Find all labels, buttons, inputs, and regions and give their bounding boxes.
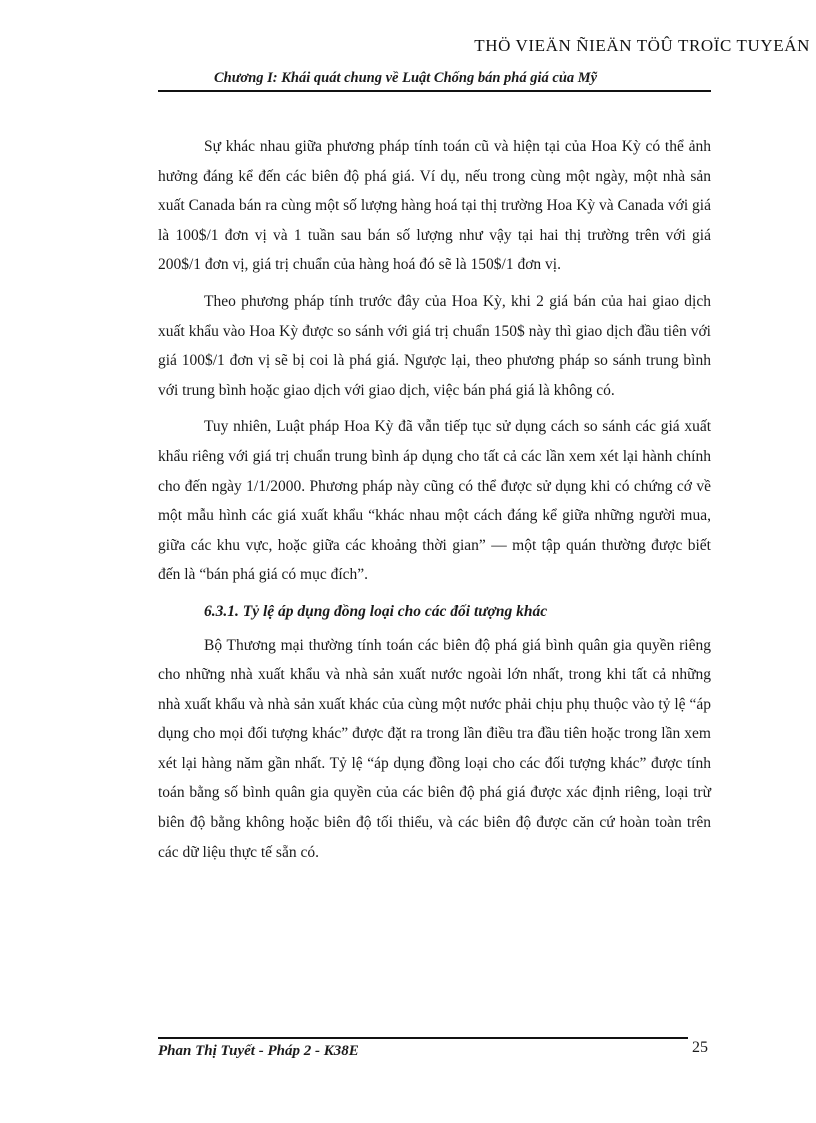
paragraph: Sự khác nhau giữa phương pháp tính toán cũ và hiện tại của Hoa Kỳ có thể ảnh hưởng đáng kể đến các biên độ phá giá. Ví dụ, nếu trong cùng một ngày, một nhà sản xuất Canada bán ra cùng một số lượng hàng hoá tại thị trường Hoa Kỳ và Canada với giá là 100$/1 đơn vị và 1 tuần sau bán số lượng như vậy tại hai thị trường trên với giá 200$/1 đơn vị, giá trị chuẩn của hàng hoá đó sẽ là 150$/1 đơn vị. <box>158 138 711 274</box>
page-number: 25 <box>692 1039 708 1056</box>
section-heading: 6.3.1. Tỷ lệ áp dụng đồng loại cho các đối tượng khác <box>204 602 548 620</box>
paragraph: Tuy nhiên, Luật pháp Hoa Kỳ đã vẫn tiếp tục sử dụng cách so sánh các giá xuất khẩu riêng với giá trị chuẩn trung bình áp dụng cho tất cả các lần xem xét lại hành chính cho đến ngày 1/1/2000. Phương pháp này cũng có thể được sử dụng khi có chứng cớ về một mẫu hình các giá xuất khẩu “khác nhau một cách đáng kể giữa những người mua, giữa các khu vực, hoặc giữa các khoảng thời gian” — một tập quán thường được biết đến là “bán phá giá có mục đích”. <box>158 418 711 584</box>
paragraph: Theo phương pháp tính trước đây của Hoa Kỳ, khi 2 giá bán của hai giao dịch xuất khẩu vào Hoa Kỳ được so sánh với giá trị chuẩn 150$ này thì giao dịch đầu tiên với giá 100$/1 đơn vị sẽ bị coi là phá giá. Ngược lại, theo phương pháp so sánh trung bình với trung bình hoặc giao dịch với giao dịch, việc bán phá giá là không có. <box>158 292 711 399</box>
document-body <box>158 132 711 874</box>
chapter-title: Chương I: Khái quát chung về Luật Chống bán phá giá của Mỹ <box>214 70 598 86</box>
footer-author: Phan Thị Tuyết - Pháp 2 - K38E <box>158 1043 359 1059</box>
paragraph: Bộ Thương mại thường tính toán các biên độ phá giá bình quân gia quyền riêng cho những nhà xuất khẩu và nhà sản xuất nước ngoài lớn nhất, trong khi tất cả những nhà xuất khẩu và nhà sản xuất khác của cùng một nước phải chịu phụ thuộc vào tỷ lệ “áp dụng cho mọi đối tượng khác” được đặt ra trong lần điều tra đầu tiên hoặc trong lần xem xét lại hàng năm gần nhất. Tỷ lệ “áp dụng đồng loại cho các đối tượng khác” được tính toán bằng số bình quân gia quyền của các biên độ phá giá được xác định riêng, loại trừ biên độ bằng không hoặc biên độ tối thiểu, và các biên độ được căn cứ hoàn toàn trên các dữ liệu thực tế sẵn có. <box>158 636 711 861</box>
footer-divider <box>158 1037 688 1039</box>
watermark-text: THÖ VIEÄN ÑIEÄN TÖÛ TROÏC TUYEÁN <box>474 36 810 55</box>
header-divider <box>158 90 711 92</box>
